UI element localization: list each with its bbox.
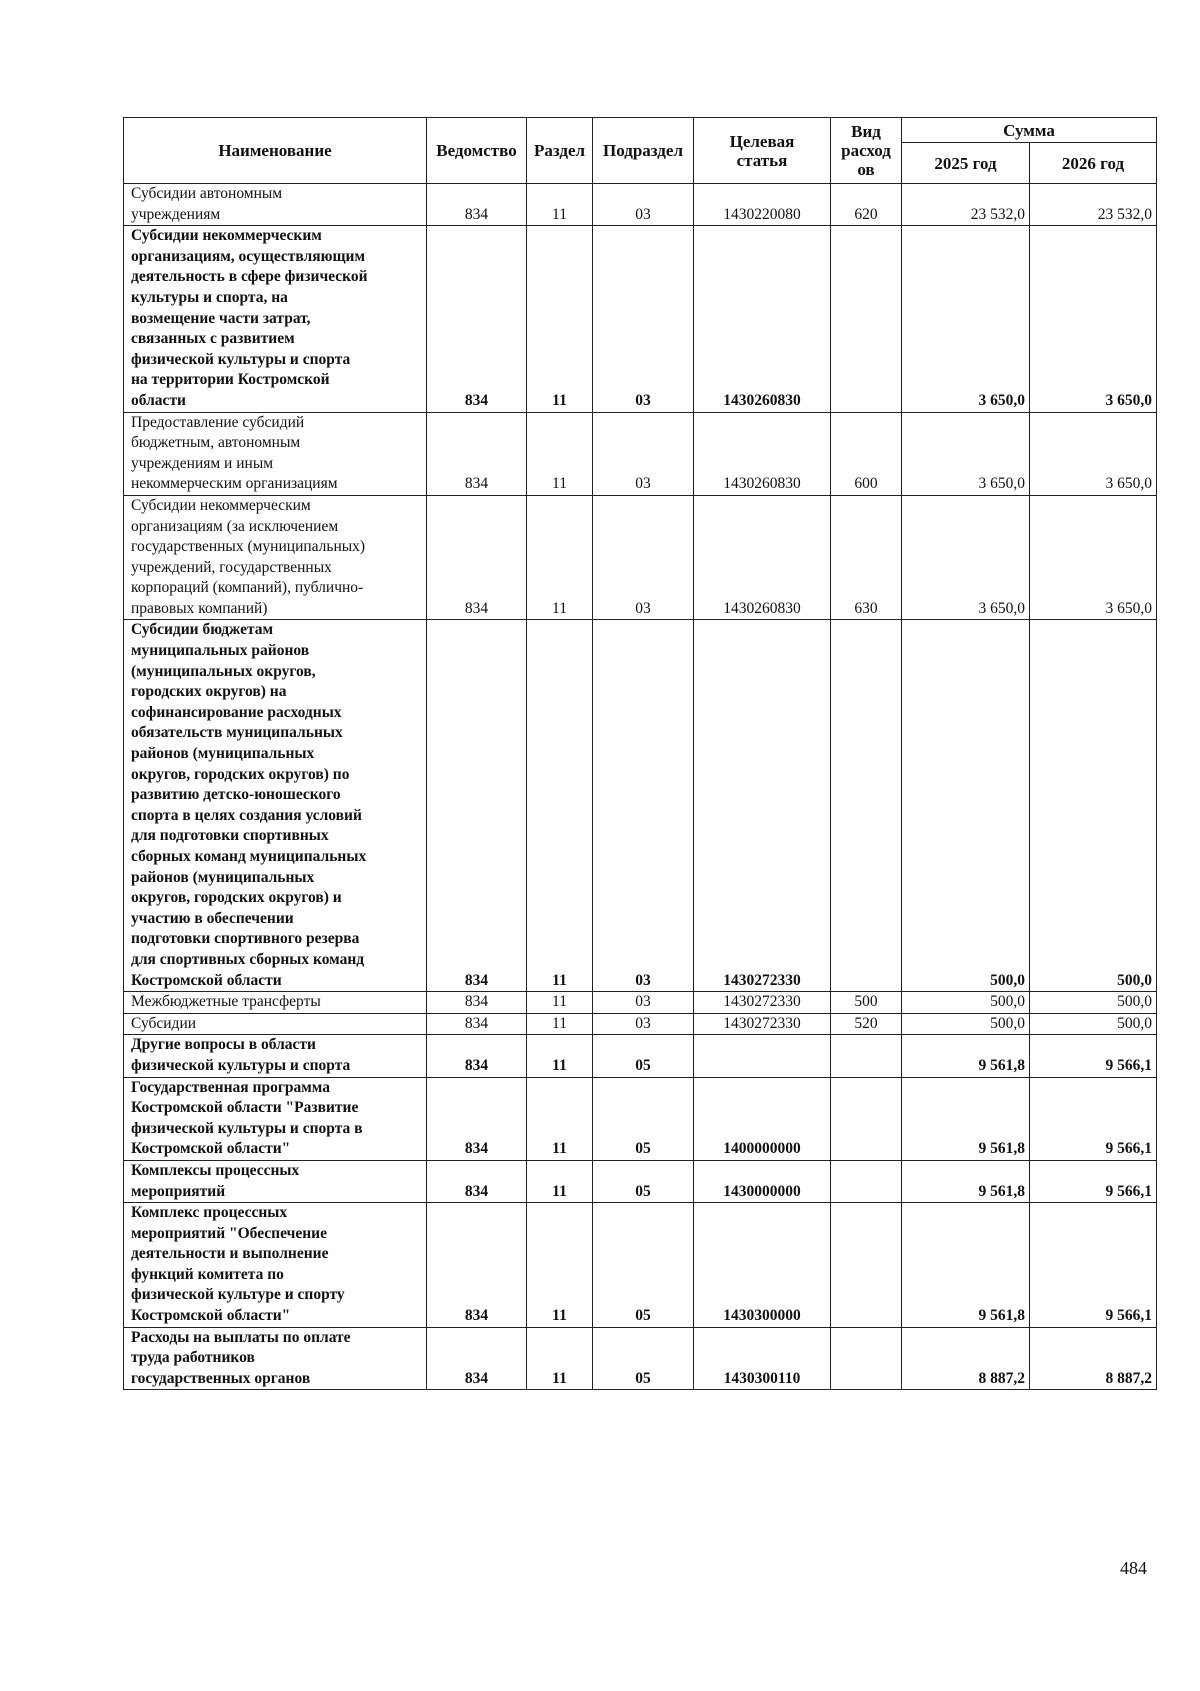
row-sum-2025: 9 561,8 xyxy=(902,1077,1030,1160)
row-department: 834 xyxy=(427,412,527,495)
table-row xyxy=(124,1077,1157,1160)
table-row xyxy=(124,412,1157,495)
table-body xyxy=(124,184,1157,1390)
table-header xyxy=(124,118,1157,184)
row-department: 834 xyxy=(427,1077,527,1160)
table-row xyxy=(124,226,1157,412)
table-row xyxy=(124,1013,1157,1035)
row-department: 834 xyxy=(427,1327,527,1390)
row-department: 834 xyxy=(427,495,527,620)
row-subsection: 03 xyxy=(593,1013,694,1035)
table-row xyxy=(124,1160,1157,1202)
row-sum-2025: 500,0 xyxy=(902,620,1030,992)
row-section: 11 xyxy=(527,1013,593,1035)
row-subsection: 03 xyxy=(593,495,694,620)
header-target-article: Целевая статья xyxy=(694,118,831,184)
row-sum-2026: 3 650,0 xyxy=(1030,495,1157,620)
table-row xyxy=(124,184,1157,226)
row-name: Другие вопросы в области физической культуры и спорта xyxy=(124,1035,427,1077)
row-section: 11 xyxy=(527,1160,593,1202)
row-name: Субсидии бюджетам муниципальных районов (муниципальных округов, городских округов) на софинансирование расходных обязательств муниципальных районов (муниципальных округов, городских округов) по развитию детско-юношеского спорта в целях создания условий для подготовки спортивных сборных команд муниципальных районов (муниципальных округов, городских округов) и участию в обеспечении подготовки спортивного резерва для спортивных сборных команд Костромской области xyxy=(124,620,427,992)
row-name: Субсидии автономным учреждениям xyxy=(124,184,427,226)
row-target-article: 1430000000 xyxy=(694,1160,831,1202)
header-year-2025: 2025 год xyxy=(902,143,1030,184)
row-section: 11 xyxy=(527,184,593,226)
row-section: 11 xyxy=(527,620,593,992)
row-target-article: 1430272330 xyxy=(694,1013,831,1035)
row-name: Предоставление субсидий бюджетным, автономным учреждениям и иным некоммерческим организациям xyxy=(124,412,427,495)
row-sum-2025: 3 650,0 xyxy=(902,495,1030,620)
header-subsection: Подраздел xyxy=(593,118,694,184)
row-sum-2026: 3 650,0 xyxy=(1030,226,1157,412)
row-name: Субсидии xyxy=(124,1013,427,1035)
row-sum-2025: 9 561,8 xyxy=(902,1203,1030,1328)
row-sum-2025: 500,0 xyxy=(902,992,1030,1014)
row-name: Комплекс процессных мероприятий "Обеспечение деятельности и выполнение функций комитета по физической культуре и спорту Костромской области" xyxy=(124,1203,427,1328)
page-number: 484 xyxy=(1120,1558,1147,1578)
row-expense-type xyxy=(831,1035,902,1077)
row-subsection: 03 xyxy=(593,412,694,495)
row-target-article: 1430260830 xyxy=(694,412,831,495)
row-sum-2025: 500,0 xyxy=(902,1013,1030,1035)
row-name: Комплексы процессных мероприятий xyxy=(124,1160,427,1202)
row-expense-type xyxy=(831,226,902,412)
row-department: 834 xyxy=(427,226,527,412)
row-sum-2025: 3 650,0 xyxy=(902,412,1030,495)
row-subsection: 03 xyxy=(593,226,694,412)
row-section: 11 xyxy=(527,495,593,620)
row-sum-2025: 8 887,2 xyxy=(902,1327,1030,1390)
row-department: 834 xyxy=(427,1203,527,1328)
row-subsection: 05 xyxy=(593,1327,694,1390)
row-name: Субсидии некоммерческим организациям (за исключением государственных (муниципальных) учреждений, государственных корпораций (компаний), публично- правовых компаний) xyxy=(124,495,427,620)
row-department: 834 xyxy=(427,1160,527,1202)
row-subsection: 03 xyxy=(593,620,694,992)
header-sum: Сумма xyxy=(902,118,1157,143)
row-expense-type xyxy=(831,620,902,992)
row-department: 834 xyxy=(427,620,527,992)
budget-table xyxy=(123,117,1157,1390)
row-expense-type: 630 xyxy=(831,495,902,620)
row-sum-2026: 500,0 xyxy=(1030,992,1157,1014)
row-section: 11 xyxy=(527,1077,593,1160)
row-sum-2026: 9 566,1 xyxy=(1030,1035,1157,1077)
row-sum-2025: 9 561,8 xyxy=(902,1160,1030,1202)
header-section: Раздел xyxy=(527,118,593,184)
row-sum-2026: 23 532,0 xyxy=(1030,184,1157,226)
row-sum-2026: 9 566,1 xyxy=(1030,1203,1157,1328)
row-name: Межбюджетные трансферты xyxy=(124,992,427,1014)
row-target-article: 1430300110 xyxy=(694,1327,831,1390)
row-name: Расходы на выплаты по оплате труда работников государственных органов xyxy=(124,1327,427,1390)
row-expense-type: 520 xyxy=(831,1013,902,1035)
table-row xyxy=(124,1035,1157,1077)
row-section: 11 xyxy=(527,412,593,495)
row-target-article: 1430260830 xyxy=(694,495,831,620)
row-department: 834 xyxy=(427,992,527,1014)
row-sum-2026: 3 650,0 xyxy=(1030,412,1157,495)
row-target-article: 1430300000 xyxy=(694,1203,831,1328)
row-target-article: 1430272330 xyxy=(694,992,831,1014)
row-sum-2026: 500,0 xyxy=(1030,620,1157,992)
row-subsection: 03 xyxy=(593,184,694,226)
row-sum-2026: 9 566,1 xyxy=(1030,1077,1157,1160)
table-row xyxy=(124,1327,1157,1390)
table-row xyxy=(124,495,1157,620)
row-subsection: 03 xyxy=(593,992,694,1014)
row-expense-type: 600 xyxy=(831,412,902,495)
row-target-article: 1400000000 xyxy=(694,1077,831,1160)
row-department: 834 xyxy=(427,1035,527,1077)
row-expense-type xyxy=(831,1077,902,1160)
row-subsection: 05 xyxy=(593,1160,694,1202)
row-section: 11 xyxy=(527,1327,593,1390)
row-sum-2026: 8 887,2 xyxy=(1030,1327,1157,1390)
row-department: 834 xyxy=(427,184,527,226)
row-name: Государственная программа Костромской области "Развитие физической культуры и спорта в Костромской области" xyxy=(124,1077,427,1160)
row-sum-2025: 3 650,0 xyxy=(902,226,1030,412)
row-subsection: 05 xyxy=(593,1035,694,1077)
row-section: 11 xyxy=(527,226,593,412)
row-expense-type xyxy=(831,1203,902,1328)
row-target-article: 1430272330 xyxy=(694,620,831,992)
table-row xyxy=(124,992,1157,1014)
row-subsection: 05 xyxy=(593,1203,694,1328)
row-target-article xyxy=(694,1035,831,1077)
row-department: 834 xyxy=(427,1013,527,1035)
row-section: 11 xyxy=(527,992,593,1014)
header-year-2026: 2026 год xyxy=(1030,143,1157,184)
row-sum-2026: 9 566,1 xyxy=(1030,1160,1157,1202)
row-expense-type: 620 xyxy=(831,184,902,226)
row-expense-type xyxy=(831,1160,902,1202)
header-name: Наименование xyxy=(124,118,427,184)
row-expense-type: 500 xyxy=(831,992,902,1014)
row-target-article: 1430220080 xyxy=(694,184,831,226)
row-expense-type xyxy=(831,1327,902,1390)
row-subsection: 05 xyxy=(593,1077,694,1160)
header-expense-type: Вид расход ов xyxy=(831,118,902,184)
row-name: Субсидии некоммерческим организациям, осуществляющим деятельность в сфере физической культуры и спорта, на возмещение части затрат, связанных с развитием физической культуры и спорта на территории Костромской области xyxy=(124,226,427,412)
row-section: 11 xyxy=(527,1035,593,1077)
header-department: Ведомство xyxy=(427,118,527,184)
row-target-article: 1430260830 xyxy=(694,226,831,412)
table-row xyxy=(124,1203,1157,1328)
row-sum-2025: 9 561,8 xyxy=(902,1035,1030,1077)
row-sum-2025: 23 532,0 xyxy=(902,184,1030,226)
row-sum-2026: 500,0 xyxy=(1030,1013,1157,1035)
row-section: 11 xyxy=(527,1203,593,1328)
table-row xyxy=(124,620,1157,992)
